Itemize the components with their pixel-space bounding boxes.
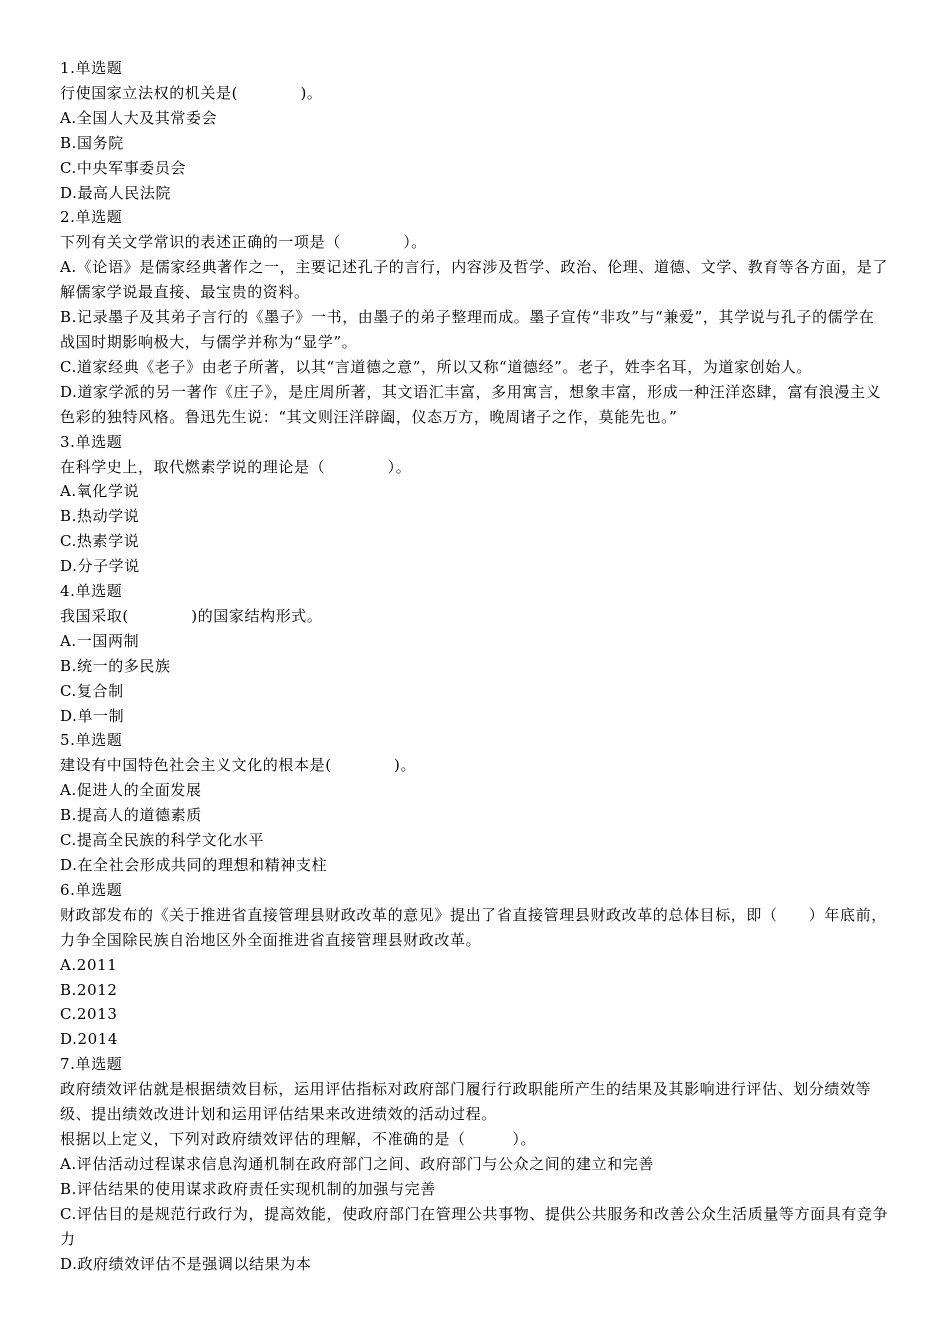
question-5 (60, 728, 890, 877)
question-stem: 建设有中国特色社会主义文化的根本是( )。 (60, 756, 417, 775)
option-a: A.氧化学说 (60, 482, 140, 501)
question-header: 3.单选题 (60, 432, 123, 451)
option-b: B.2012 (60, 980, 118, 999)
option-d: D.2014 (60, 1030, 119, 1049)
question-header: 5.单选题 (60, 731, 123, 750)
option-d: D.最高人民法院 (60, 183, 172, 202)
option-c: C.道家经典《老子》由老子所著，以其“言道德之意”，所以又称“道德经”。老子，姓李名耳，为道家创始人。 (60, 357, 812, 376)
option-b: B.国务院 (60, 133, 124, 152)
question-stem: 我国采取( )的国家结构形式。 (60, 606, 323, 625)
question-stem: 行使国家立法权的机关是( )。 (60, 83, 323, 102)
option-c: C.提高全民族的科学文化水平 (60, 831, 265, 850)
option-d: D.分子学说 (60, 557, 140, 576)
question-4 (60, 579, 890, 728)
option-b: B.统一的多民族 (60, 656, 171, 675)
question-6 (60, 878, 890, 1052)
option-a: A.2011 (60, 955, 118, 974)
question-3 (60, 430, 890, 579)
option-d: D.在全社会形成共同的理想和精神支柱 (60, 856, 328, 874)
question-7 (60, 1052, 890, 1276)
question-stem: 在科学史上，取代燃素学说的理论是（ ）。 (60, 457, 412, 476)
question-header: 7.单选题 (60, 1055, 123, 1074)
option-c: C.中央军事委员会 (60, 158, 187, 177)
question-header: 6.单选题 (60, 880, 123, 899)
question-header: 4.单选题 (60, 582, 123, 601)
option-b: B.记录墨子及其弟子言行的《墨子》一书，由墨子的弟子整理而成。墨子宣传“非攻”与“兼爱”，其学说与孔子的儒学在战国时期影响极大，与儒学并称为“显学”。 (60, 308, 875, 351)
option-b: B.提高人的道德素质 (60, 806, 202, 825)
option-c: C.2013 (60, 1005, 118, 1024)
option-d: D.政府绩效评估不是强调以结果为本 (60, 1254, 312, 1273)
question-header: 2.单选题 (60, 208, 123, 227)
option-a: A.评估活动过程谋求信息沟通机制在政府部门之间、政府部门与公众之间的建立和完善 (60, 1154, 655, 1173)
question-1 (60, 56, 890, 205)
option-b: B.热动学说 (60, 507, 140, 526)
option-b: B.评估结果的使用谋求政府责任实现机制的加强与完善 (60, 1179, 436, 1198)
option-c: C.评估目的是规范行政行为，提高效能，使政府部门在管理公共事物、提供公共服务和改善公众生活质量等方面具有竞争力 (60, 1204, 889, 1248)
question-stem: 财政部发布的《关于推进省直接管理县财政改革的意见》提出了省直接管理县财政改革的总体目标，即（ ）年底前，力争全国除民族自治地区外全面推进省直接管理县财政改革。 (60, 905, 887, 949)
option-a: A.一国两制 (60, 631, 140, 650)
question-definition: 政府绩效评估就是根据绩效目标，运用评估指标对政府部门履行行政职能所产生的结果及其影响进行评估、划分绩效等级、提出绩效改进计划和运用评估结果来改进绩效的活动过程。 (60, 1080, 872, 1124)
option-a: A.促进人的全面发展 (60, 781, 202, 800)
question-stem: 根据以上定义，下列对政府绩效评估的理解，不准确的是（ ）。 (60, 1129, 537, 1148)
option-a: A.全国人大及其常委会 (60, 108, 218, 127)
option-c: C.复合制 (60, 681, 124, 700)
option-c: C.热素学说 (60, 532, 140, 551)
option-d: D.道家学派的另一著作《庄子》，是庄周所著，其文语汇丰富，多用寓言，想象丰富，形成一种汪洋恣肆，富有浪漫主义色彩的独特风格。鲁迅先生说：“其文则汪洋辟阖，仪态万方，晚周诸子之作，莫能先也。” (60, 382, 882, 426)
question-header: 1.单选题 (60, 59, 123, 77)
option-d: D.单一制 (60, 706, 125, 725)
option-a: A.《论语》是儒家经典著作之一，主要记述孔子的言行，内容涉及哲学、政治、伦理、道德、文学、教育等各方面，是了解儒家学说最直接、最宝贵的资料。 (60, 258, 889, 302)
question-stem: 下列有关文学常识的表述正确的一项是（ ）。 (60, 233, 427, 252)
question-2 (60, 205, 890, 429)
